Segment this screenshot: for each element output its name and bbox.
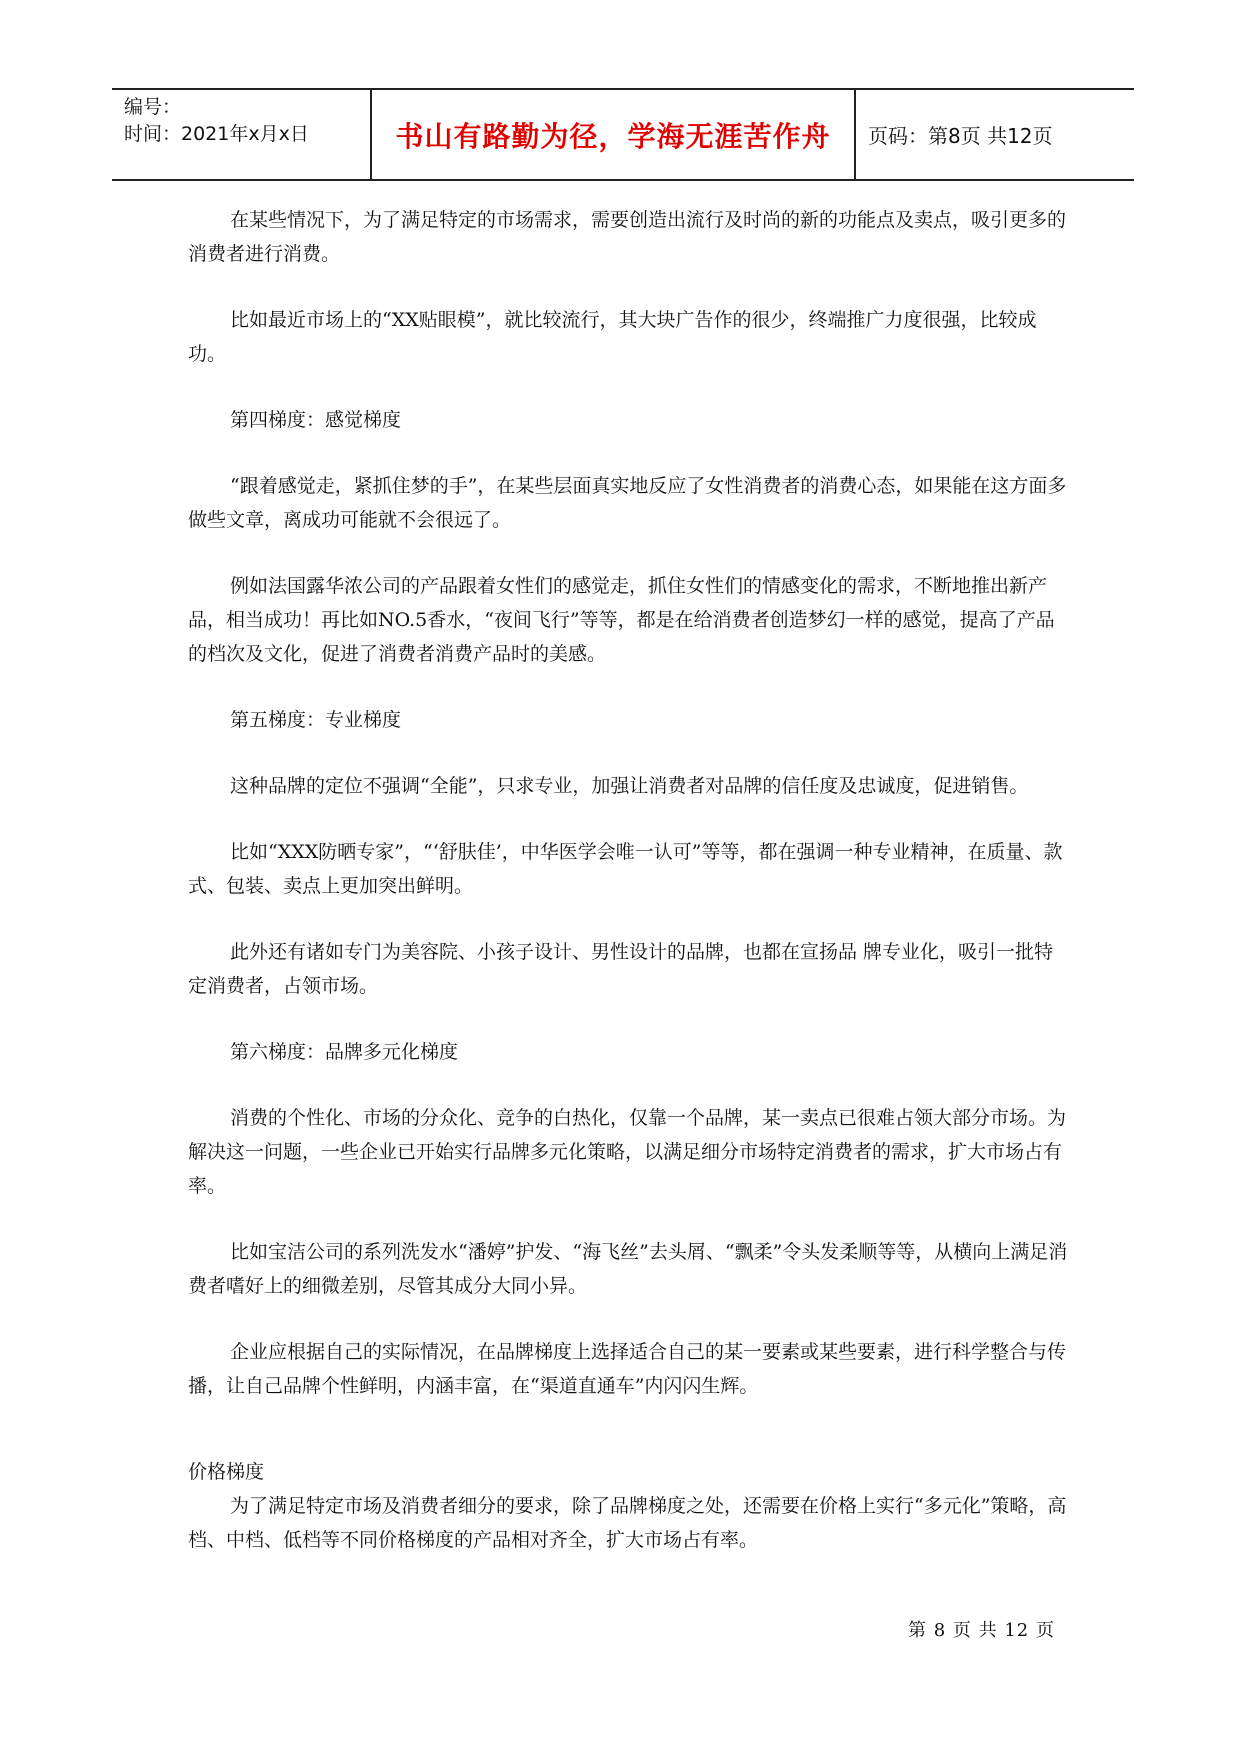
header-page-info: 页码：第8页 共12页: [868, 124, 1053, 148]
subheading: 第六梯度：品牌多元化梯度: [230, 1041, 459, 1063]
document-number-label: 编号：: [124, 96, 182, 118]
section-title: 价格梯度: [188, 1461, 265, 1483]
paragraph: 在某些情况下，为了满足特定的市场需求，需要创造出流行及时尚的新的功能点及卖点，吸引更多的消费者进行消费。: [188, 209, 1067, 265]
paragraph: 比如最近市场上的“XX贴眼模”，就比较流行，其大块广告作的很少，终端推广力度很强，比较成功。: [188, 309, 1037, 365]
paragraph: 为了满足特定市场及消费者细分的要求，除了品牌梯度之处，还需要在价格上实行“多元化”策略，高档、中档、低档等不同价格梯度的产品相对齐全，扩大市场占有率。: [188, 1495, 1067, 1551]
page-footer: 第 8 页 共 12 页: [908, 1620, 1055, 1641]
document-time: 时间：2021年x月x日: [124, 123, 309, 145]
document-body: [188, 203, 1070, 1589]
page-header: [112, 88, 1134, 181]
subheading: 第五梯度：专业梯度: [230, 709, 402, 731]
paragraph: “跟着感觉走，紧抓住梦的手”，在某些层面真实地反应了女性消费者的消费心态，如果能在这方面多做些文章，离成功可能就不会很远了。: [188, 475, 1067, 531]
paragraph: 此外还有诸如专门为美容院、小孩子设计、男性设计的品牌，也都在宣扬品 牌专业化，吸引一批特定消费者，占领市场。: [188, 941, 1054, 997]
paragraph: 比如宝洁公司的系列洗发水“潘婷”护发、“海飞丝”去头屑、“飘柔”令头发柔顺等等，从横向上满足消费者嗜好上的细微差别，尽管其成分大同小异。: [188, 1241, 1068, 1297]
header-meta: [112, 90, 372, 179]
paragraph: 例如法国露华浓公司的产品跟着女性们的感觉走，抓住女性们的情感变化的需求，不断地推出新产品，相当成功！再比如NO.5香水，“夜间飞行”等等，都是在给消费者创造梦幻一样的感觉，提高了产品的档次及文化，促进了消费者消费产品时的美感。: [188, 575, 1055, 665]
paragraph: 企业应根据自己的实际情况，在品牌梯度上选择适合自己的某一要素或某些要素，进行科学整合与传播，让自己品牌个性鲜明，内涵丰富，在“渠道直通车”内闪闪生辉。: [188, 1341, 1067, 1397]
paragraph: 比如“XXX防晒专家”，“‘舒肤佳’，中华医学会唯一认可”等等，都在强调一种专业精神，在质量、款式、包装、卖点上更加突出鲜明。: [188, 841, 1063, 897]
paragraph: 消费的个性化、市场的分众化、竞争的白热化，仅靠一个品牌，某一卖点已很难占领大部分市场。为解决这一问题，一些企业已开始实行品牌多元化策略，以满足细分市场特定消费者的需求，扩大市场占有率。: [188, 1107, 1067, 1197]
paragraph: 这种品牌的定位不强调“全能”，只求专业，加强让消费者对品牌的信任度及忠诚度，促进销售。: [230, 775, 1029, 797]
subheading: 第四梯度：感觉梯度: [230, 409, 402, 431]
header-motto: 书山有路勤为径，学海无涯苦作舟: [372, 90, 856, 179]
